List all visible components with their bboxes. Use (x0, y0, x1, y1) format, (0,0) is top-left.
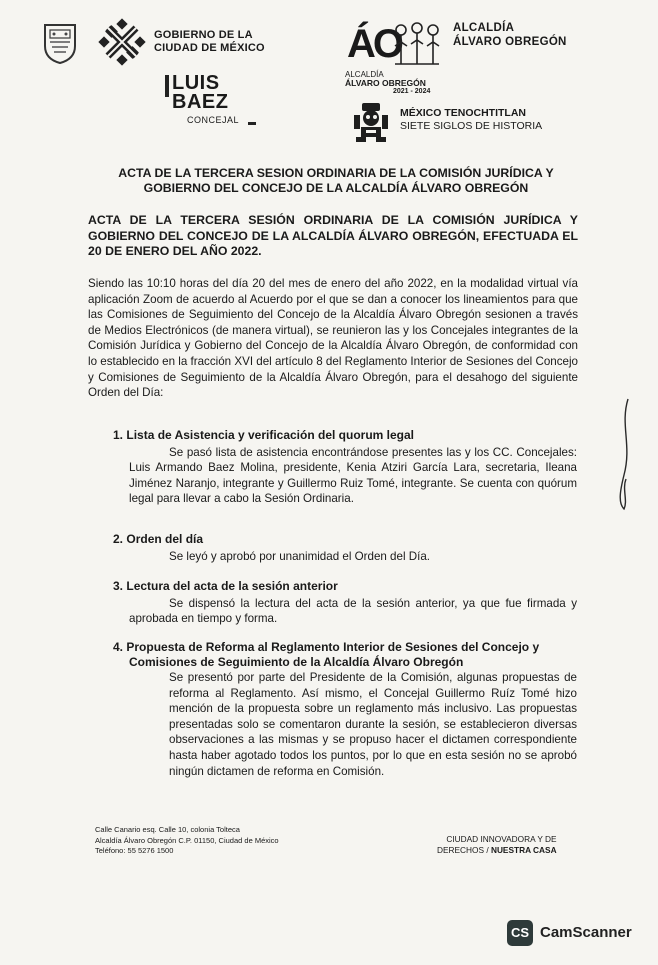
agenda-item-title (113, 532, 577, 547)
mexico-tenochtitlan-glyph-icon (348, 99, 394, 145)
agenda-item-title (113, 640, 577, 669)
cdmx-coat-of-arms-logo (42, 22, 78, 64)
footer-slogan-line1: CIUDAD INNOVADORA Y DE (446, 834, 557, 844)
agenda-item-number: 4. (113, 640, 124, 654)
footer-address-line2: Alcaldía Álvaro Obregón C.P. 01150, Ciudad de México (95, 835, 279, 845)
luis-baez-bracket-icon (165, 75, 170, 115)
alcaldia-label (453, 21, 567, 49)
ao-small-line2: ÁLVARO OBREGÓN (345, 78, 426, 88)
agenda-item-body: Se leyó y aprobó por unanimidad el Orden del Día. (169, 549, 431, 563)
footer-address-line1: Calle Canario esq. Calle 10, colonia Tolteca (95, 825, 240, 834)
agenda-item-title (113, 579, 577, 594)
agenda-item-title-text: Lectura del acta de la sesión anterior (126, 579, 338, 593)
cdmx-label-line1: GOBIERNO DE LA (154, 29, 253, 41)
agenda-item-body: Se presentó por parte del Presidente de la Comisión, algunas propuestas de reforma al Reglamento. Así mismo, el Concejal Guillermo Ruíz Tomé hizo mención de la propuesta sobre un reglamento más inclusivo. Las propuestas presentadas solo se comentaron durante la sesión, se establecieron diversas observaciones a las mismas y se propuso hacer el dictamen correspondiente hasta haber agotado todos los puntos, por lo que en esta sesión no se aprobó ningún dictamen de reforma en Comisión. (169, 671, 577, 778)
agenda-item-number: 1. (113, 428, 124, 442)
administration-years: 2021 - 2024 (393, 88, 431, 95)
cdmx-label-line2: CIUDAD DE MÉXICO (154, 42, 265, 54)
concejal-underline (248, 122, 256, 125)
camscanner-logo-icon: CS (507, 920, 533, 946)
agenda-item-body: Se dispensó la lectura del acta de la sesión anterior, ya que fue firmada y aprobada en tiempo y forma. (129, 596, 577, 626)
agenda-item-body: Se pasó lista de asistencia encontrándose presentes las y los CC. Concejales: Luis Armando Baez Molina, presidente, Kenia Atziri García Lara, secretaria, Ileana Jiménez Naranjo, integrante y Guillermo Ruiz Tomé, integrante. Se cuenta con quórum legal para llevar a cabo la Sesión Ordinaria. (129, 445, 577, 506)
footer-slogan-line2a: DERECHOS / (437, 845, 491, 855)
cdmx-government-logo (98, 18, 146, 66)
mt-label-line2: SIETE SIGLOS DE HISTORIA (400, 120, 543, 132)
agenda-item-3 (113, 579, 577, 627)
baez-line: BAEZ (172, 91, 229, 113)
intro-paragraph: Siendo las 10:10 horas del día 20 del mes de enero del año 2022, en la modalidad virtual vía aplicación Zoom de acuerdo al Acuerdo por el que se dan a conocer los lineamientos para que las Comisiones de Seguimiento del Concejo de la Alcaldía Álvaro Obregón sesionen a través de Medios Electrónicos (de manera virtual), se reunieron las y los Concejales integrantes de la Comisión Jurídica y Gobierno del Concejo de la Alcaldía Álvaro Obregón, de conformidad con lo establecido en la fracción XVI del artículo 8 del Reglamento Interior de Sesiones del Concejo y Comisiones de Seguimiento de la Alcaldía Álvaro Obregón, para el desahogo del siguiente Orden del Día: (88, 277, 578, 400)
footer-slogan (437, 834, 557, 856)
mt-label-line1: MÉXICO TENOCHTITLAN (400, 107, 526, 119)
alcaldia-small-label (345, 70, 426, 88)
ao-small-line1: ALCALDÍA (345, 70, 384, 79)
cdmx-government-label (154, 29, 265, 55)
agenda-item-2 (113, 532, 577, 564)
mexico-tenochtitlan-label (400, 107, 542, 133)
footer-address (95, 825, 279, 857)
document-title: ACTA DE LA TERCERA SESION ORDINARIA DE LA COMISIÓN JURÍDICA Y GOBIERNO DEL CONCEJO DE LA ALCALDÍA ÁLVARO OBREGÓN (118, 166, 554, 195)
alcaldia-label-line1: ALCALDÍA (453, 22, 515, 34)
luis-baez-logo-text (172, 74, 228, 112)
footer-phone: Teléfono: 55 5276 1500 (95, 846, 174, 855)
agenda-item-number: 3. (113, 579, 124, 593)
concejal-label: CONCEJAL (187, 115, 240, 125)
agenda-item-title-text: Lista de Asistencia y verificación del quorum legal (126, 428, 415, 442)
agenda-item-4 (113, 640, 577, 779)
document-subtitle: ACTA DE LA TERCERA SESIÓN ORDINARIA DE LA COMISIÓN JURÍDICA Y GOBIERNO DEL CONCEJO DE LA ALCALDÍA ÁLVARO OBREGÓN, EFECTUADA EL 20 DE ENERO DEL AÑO 2022. (88, 213, 578, 258)
luis-line: LUIS (172, 72, 220, 94)
alcaldia-ao-mark: ÁO (347, 22, 401, 66)
camscanner-watermark: CamScanner (540, 924, 632, 941)
agenda-item-title (113, 428, 577, 443)
alcaldia-label-line2: ÁLVARO OBREGÓN (453, 36, 567, 48)
margin-signature (610, 395, 640, 515)
agenda-item-1 (113, 428, 577, 507)
agenda-item-title-text: Orden del día (126, 532, 204, 546)
agenda-item-number: 2. (113, 532, 124, 546)
alcaldia-figures-logo (393, 20, 441, 68)
agenda-item-title-text: Propuesta de Reforma al Reglamento Interior de Sesiones del Concejo y Comisiones de Seguimiento de la Alcaldía Álvaro Obregón (126, 640, 540, 669)
footer-slogan-line2b: NUESTRA CASA (490, 845, 557, 855)
